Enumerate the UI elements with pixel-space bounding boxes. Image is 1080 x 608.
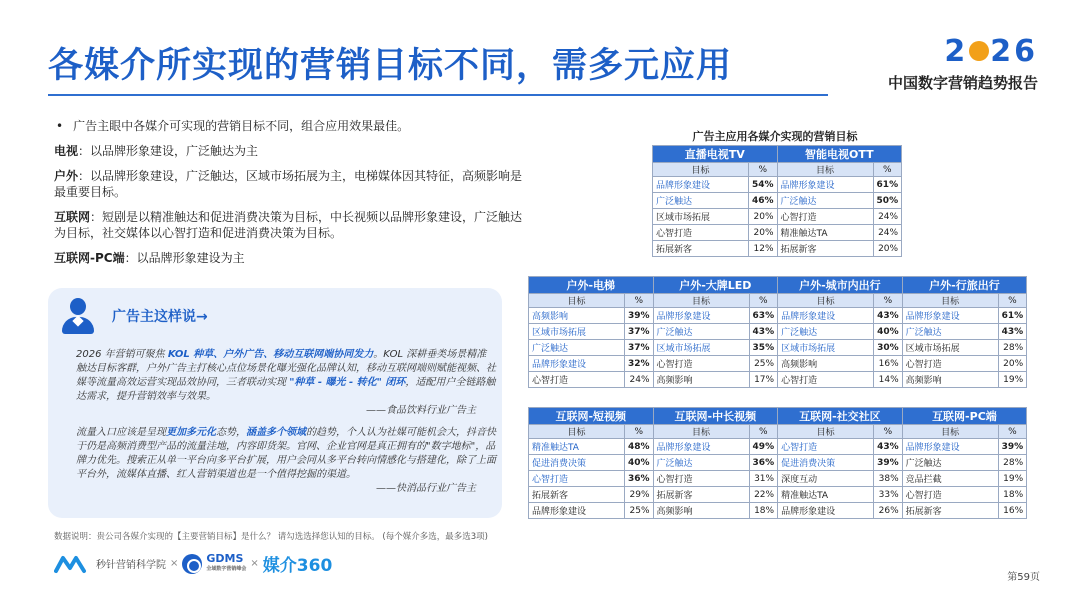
column-header-pct: %: [874, 425, 903, 439]
goal-percent: 24%: [625, 372, 654, 388]
goal-label: 高频影响: [902, 372, 998, 388]
media-header: 户外-城市内出行: [778, 277, 903, 294]
goal-label: 拓展新客: [653, 487, 749, 503]
goal-percent: 16%: [874, 356, 903, 372]
goal-percent: 20%: [998, 356, 1027, 372]
summary-key: 互联网: [54, 210, 91, 224]
title-divider: [48, 94, 828, 96]
goal-label: 品牌形象建设: [902, 308, 998, 324]
year-zero-dot: [969, 41, 989, 61]
quote-text: 2026 年营销可聚焦: [76, 349, 168, 360]
column-header-goal: 目标: [778, 425, 874, 439]
table-row: [529, 372, 1027, 388]
goal-label: 精准触达TA: [778, 487, 874, 503]
goal-label: 高频影响: [778, 356, 874, 372]
page-number: 第59页: [1007, 572, 1040, 583]
goal-label: 广泛触达: [529, 340, 625, 356]
goal-label: 心智打造: [653, 471, 749, 487]
media-header: 互联网-社交社区: [778, 408, 903, 425]
table-row: [529, 308, 1027, 324]
goal-percent: 63%: [749, 308, 778, 324]
quote-title: 广告主这样说→: [112, 309, 208, 325]
media-header: 互联网-中长视频: [653, 408, 778, 425]
goal-label: 精准触达TA: [529, 439, 625, 455]
gdms-subname: 全域数字营销峰会: [206, 565, 247, 572]
advertiser-quotes: [48, 288, 502, 518]
goal-percent: 61%: [998, 308, 1027, 324]
goal-percent: 30%: [874, 340, 903, 356]
column-header-goal: 目标: [778, 294, 874, 308]
goal-percent: 33%: [874, 487, 903, 503]
goal-percent: 40%: [625, 455, 654, 471]
goal-percent: 18%: [998, 487, 1027, 503]
goal-label: 心智打造: [778, 372, 874, 388]
table-row: [653, 177, 902, 193]
goal-percent: 36%: [625, 471, 654, 487]
goal-label: 品牌形象建设: [529, 503, 625, 519]
quote-highlight: 更加多元化: [166, 427, 216, 438]
goal-label: 心智打造: [902, 487, 998, 503]
goal-label: 竞品拦截: [902, 471, 998, 487]
table-row: [529, 455, 1027, 471]
summary-item: [54, 250, 524, 266]
goal-percent: 14%: [874, 372, 903, 388]
column-header-pct: %: [749, 294, 778, 308]
media-header: 户外-大牌LED: [653, 277, 778, 294]
goal-label: 广泛触达: [653, 193, 749, 209]
goal-label: 广泛触达: [778, 324, 874, 340]
goal-label: 心智打造: [902, 356, 998, 372]
summary-value: ：以品牌形象建设，广泛触达，区域市场拓展为主，电梯媒体因其特征，高频影响是最重要目标。: [54, 169, 523, 199]
table-row: [529, 487, 1027, 503]
goal-percent: 54%: [749, 177, 778, 193]
goal-label: 广泛触达: [653, 455, 749, 471]
goal-percent: 31%: [749, 471, 778, 487]
summary-value: ：以品牌形象建设为主: [124, 251, 245, 265]
data-note: 数据说明：贵公司各媒介实现的【主要营销目标】是什么？ 请勾选选择您认知的目标。 (每个媒介多选，最多选3项): [54, 532, 488, 542]
quote-2: [76, 426, 496, 496]
column-header-pct: %: [874, 294, 903, 308]
table-row: [529, 340, 1027, 356]
column-header-pct: %: [998, 294, 1027, 308]
summary-key: 户外: [54, 169, 79, 183]
goal-percent: 43%: [998, 324, 1027, 340]
goal-label: 拓展新客: [529, 487, 625, 503]
gdms-name: GDMS: [206, 551, 244, 565]
summary-item: [54, 143, 524, 159]
goal-percent: 22%: [749, 487, 778, 503]
report-name: 中国数字营销趋势报告: [887, 74, 1038, 92]
goal-label: 促进消费决策: [529, 455, 625, 471]
partner-logos: [54, 551, 332, 576]
quote-1-signature: ——食品饮料行业广告主: [366, 405, 476, 416]
goal-label: 区域市场拓展: [902, 340, 998, 356]
goal-label: 心智打造: [777, 209, 873, 225]
quote-text: 流量入口应该是呈现: [76, 427, 166, 438]
goal-table-panel: [528, 407, 1027, 519]
goal-percent: 18%: [749, 503, 778, 519]
table-title: 广告主应用各媒介实现的营销目标: [692, 130, 858, 143]
table-row: [529, 471, 1027, 487]
goal-percent: 12%: [749, 241, 778, 257]
goal-percent: 36%: [749, 455, 778, 471]
goal-percent: 20%: [749, 209, 778, 225]
summary-value: ：以品牌形象建设，广泛触达为主: [78, 144, 259, 158]
quote-2-signature: ——快消品行业广告主: [376, 483, 476, 494]
goal-percent: 39%: [874, 455, 903, 471]
goal-label: 心智打造: [653, 225, 749, 241]
goal-percent: 35%: [749, 340, 778, 356]
media-header: 智能电视OTT: [777, 146, 902, 163]
logo-separator: ×: [170, 558, 179, 569]
goal-percent: 25%: [625, 503, 654, 519]
goal-label: 拓展新客: [653, 241, 749, 257]
goal-percent: 40%: [874, 324, 903, 340]
goal-label: 品牌形象建设: [777, 177, 873, 193]
goal-label: 高频影响: [653, 503, 749, 519]
summary-bullet: • 广告主眼中各媒介可实现的营销目标不同，组合应用效果最佳。: [54, 118, 524, 134]
brand-year-b: 26: [990, 34, 1038, 69]
goal-label: 品牌形象建设: [653, 439, 749, 455]
column-header-pct: %: [625, 425, 654, 439]
column-header-pct: %: [873, 163, 902, 177]
summary-item: [54, 209, 524, 241]
goal-label: 心智打造: [778, 439, 874, 455]
goal-label: 区域市场拓展: [778, 340, 874, 356]
column-header-goal: 目标: [902, 425, 998, 439]
column-header-pct: %: [749, 425, 778, 439]
goal-percent: 26%: [874, 503, 903, 519]
goal-percent: 39%: [625, 308, 654, 324]
goal-label: 品牌形象建设: [902, 439, 998, 455]
summary-value: ：短剧是以精准触达和促进消费决策为目标，中长视频以品牌形象建设，广泛触达为目标，社交媒体以心智打造和促进消费决策为目标。: [54, 210, 523, 240]
quote-highlight: 涵盖多个领域: [246, 427, 306, 438]
media-header: 户外-行旅出行: [902, 277, 1027, 294]
column-header-goal: 目标: [529, 294, 625, 308]
goal-percent: 43%: [874, 308, 903, 324]
column-header-goal: 目标: [653, 425, 749, 439]
quote-highlight: "种草 - 曝光 - 转化" 闭环: [289, 377, 406, 388]
goal-label: 广泛触达: [902, 455, 998, 471]
column-header-goal: 目标: [653, 163, 749, 177]
goal-percent: 24%: [873, 225, 902, 241]
goal-label: 广泛触达: [777, 193, 873, 209]
goal-percent: 16%: [998, 503, 1027, 519]
goal-percent: 48%: [625, 439, 654, 455]
column-header-goal: 目标: [653, 294, 749, 308]
goal-percent: 32%: [625, 356, 654, 372]
goal-label: 品牌形象建设: [778, 308, 874, 324]
page-title: 各媒介所实现的营销目标不同，需多元应用: [48, 46, 733, 86]
goal-label: 心智打造: [653, 356, 749, 372]
quote-text: 态势，: [216, 427, 246, 438]
column-header-goal: 目标: [529, 425, 625, 439]
goal-percent: 50%: [873, 193, 902, 209]
goal-percent: 20%: [749, 225, 778, 241]
table-row: [529, 324, 1027, 340]
gdms-logo-icon: [182, 554, 202, 574]
media-header: 户外-电梯: [529, 277, 654, 294]
table-row: [529, 439, 1027, 455]
goal-percent: 38%: [874, 471, 903, 487]
column-header-goal: 目标: [777, 163, 873, 177]
logo-separator: ×: [250, 558, 259, 569]
table-row: [653, 241, 902, 257]
goal-table-panel: [652, 145, 902, 257]
goal-label: 促进消费决策: [778, 455, 874, 471]
quote-text: 的趋势，个人认为社媒可能机会大，抖音快于仍是高频消费型产品的流量洼地，内容即货架。官网、企业官网是真正拥有的"数字地标"，品牌力优先。搜索正从单一平台向多平台扩展，用户会同从多平台转向情感化与搭建化，除了上面平台外，流媒体直播、红人营销渠道也是一个值得挖掘的渠道。: [76, 427, 496, 480]
column-header-pct: %: [998, 425, 1027, 439]
goal-percent: 29%: [625, 487, 654, 503]
goal-label: 高频影响: [529, 308, 625, 324]
miaozhen-name: 秒针营销科学院: [96, 560, 166, 571]
gdms-logo: [206, 553, 246, 575]
column-header-pct: %: [625, 294, 654, 308]
goal-label: 品牌形象建设: [653, 177, 749, 193]
summary-item: [54, 168, 524, 200]
media-header: 直播电视TV: [653, 146, 778, 163]
goal-percent: 19%: [998, 471, 1027, 487]
summary-key: 电视: [54, 144, 79, 158]
goal-table-panel: [528, 276, 1027, 388]
goal-label: 品牌形象建设: [653, 308, 749, 324]
meijie360-logo: 媒介360: [262, 556, 333, 576]
goal-label: 区域市场拓展: [653, 340, 749, 356]
person-icon: [58, 296, 98, 336]
brand-year-a: 2: [944, 34, 969, 69]
goal-percent: 28%: [998, 455, 1027, 471]
brand-year: [888, 36, 1038, 68]
quote-text: 。KOL 深耕垂类场景精准触达目标客群，户外广告主打核心点位场景化曝光强化品牌认知，移动互联网端则赋能视频、社媒等流量高效运营实现品效协同，三者联动实现: [76, 349, 496, 388]
goal-percent: 20%: [873, 241, 902, 257]
goal-percent: 28%: [998, 340, 1027, 356]
goal-label: 高频影响: [653, 372, 749, 388]
goal-label: 深度互动: [778, 471, 874, 487]
quote-1: [76, 348, 496, 418]
goal-label: 拓展新客: [777, 241, 873, 257]
column-header-pct: %: [749, 163, 778, 177]
goal-label: 广泛触达: [653, 324, 749, 340]
table-row: [653, 209, 902, 225]
goal-label: 广泛触达: [902, 324, 998, 340]
goal-label: 心智打造: [529, 372, 625, 388]
goal-percent: 61%: [873, 177, 902, 193]
goal-label: 区域市场拓展: [653, 209, 749, 225]
brand-block: [888, 36, 1038, 93]
goal-label: 拓展新客: [902, 503, 998, 519]
goal-percent: 39%: [998, 439, 1027, 455]
goal-percent: 43%: [749, 324, 778, 340]
summary-key: 互联网-PC端: [54, 251, 125, 265]
media-header: 互联网-PC端: [902, 408, 1027, 425]
summary-text: [54, 118, 524, 275]
goal-percent: 46%: [749, 193, 778, 209]
quote-text: ，适配用户全链路触达需求，提升营销效率与效果。: [76, 377, 496, 402]
miaozhen-logo-icon: [54, 554, 90, 574]
media-header: 互联网-短视频: [529, 408, 654, 425]
goal-percent: 49%: [749, 439, 778, 455]
goal-percent: 17%: [749, 372, 778, 388]
table-row: [653, 193, 902, 209]
quote-header: [58, 296, 208, 336]
quote-highlight: KOL 种草、户外广告、移动互联网端协同发力: [167, 349, 374, 360]
goal-percent: 43%: [874, 439, 903, 455]
table-row: [529, 503, 1027, 519]
goal-label: 品牌形象建设: [778, 503, 874, 519]
goal-label: 区域市场拓展: [529, 324, 625, 340]
column-header-goal: 目标: [902, 294, 998, 308]
goal-percent: 24%: [873, 209, 902, 225]
table-row: [529, 356, 1027, 372]
goal-label: 品牌形象建设: [529, 356, 625, 372]
goal-label: 心智打造: [529, 471, 625, 487]
goal-percent: 37%: [625, 340, 654, 356]
goal-label: 精准触达TA: [777, 225, 873, 241]
goal-percent: 19%: [998, 372, 1027, 388]
goal-percent: 37%: [625, 324, 654, 340]
goal-percent: 25%: [749, 356, 778, 372]
table-row: [653, 225, 902, 241]
